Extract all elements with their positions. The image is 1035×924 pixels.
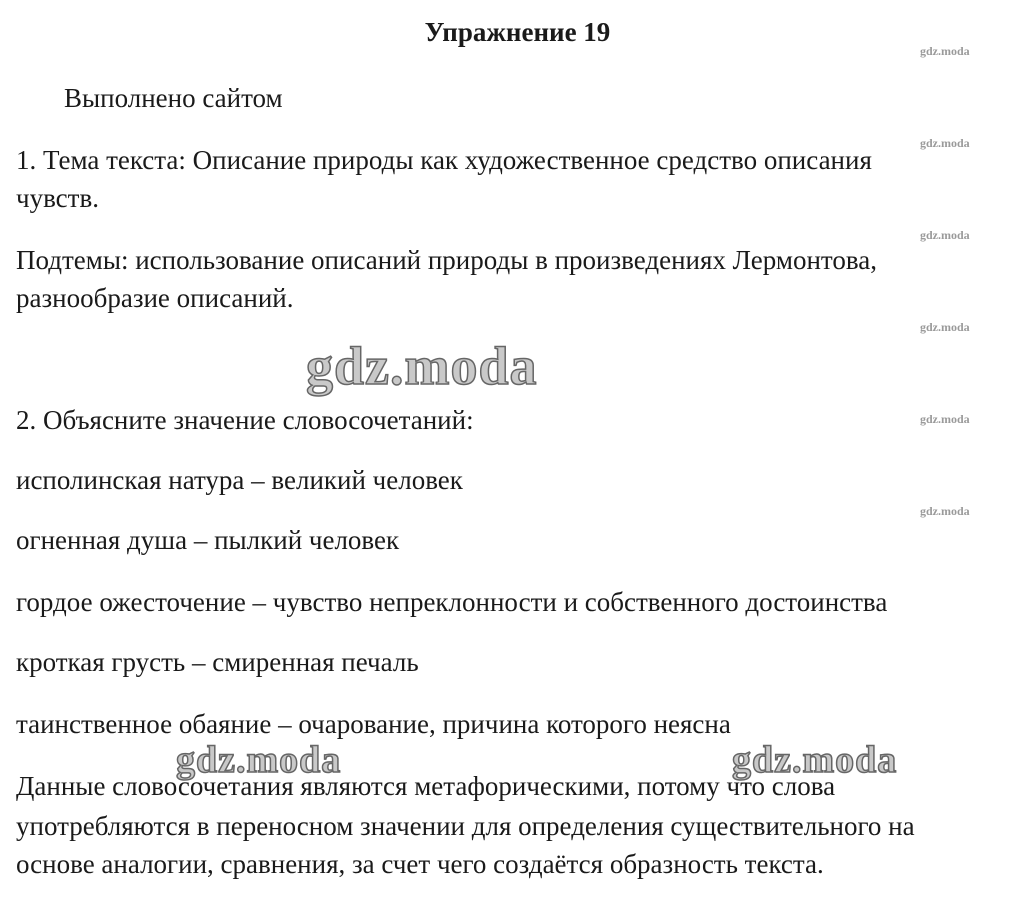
definition-item: кроткая грусть – смиренная печаль (16, 647, 419, 677)
conclusion-line-2: употребляются в переносном значении для определения существительного на (16, 811, 915, 841)
topic-line-1: 1. Тема текста: Описание природы как художественное средство описания (16, 145, 872, 175)
task-2-heading: 2. Объясните значение словосочетаний: (16, 405, 474, 435)
watermark-large: gdz.moda (732, 739, 898, 781)
watermark-large: gdz.moda (306, 336, 538, 396)
watermark-small: gdz.moda (920, 44, 970, 58)
watermark-small: gdz.moda (920, 136, 970, 150)
watermark-large: gdz.moda (176, 739, 342, 781)
definition-item: таинственное обаяние – очарование, причина которого неясна (16, 709, 731, 739)
watermark-small: gdz.moda (920, 228, 970, 242)
watermark-small: gdz.moda (920, 412, 970, 426)
subtopics-line-2: разнообразие описаний. (16, 283, 294, 313)
conclusion-line-1: Данные словосочетания являются метафорическими, потому что слова (16, 771, 836, 801)
watermark-small: gdz.moda (920, 504, 970, 518)
conclusion-line-3: основе аналогии, сравнения, за счет чего создаётся образность текста. (16, 849, 824, 879)
page-title: Упражнение 19 (424, 17, 611, 47)
topic-line-2: чувств. (16, 183, 99, 213)
definition-item: огненная душа – пылкий человек (16, 525, 400, 555)
definition-item: исполинская натура – великий человек (16, 465, 463, 495)
subtitle: Выполнено сайтом (64, 83, 283, 113)
subtopics-line-1: Подтемы: использование описаний природы в произведениях Лермонтова, (16, 245, 877, 275)
definition-item: гордое ожесточение – чувство непреклонности и собственного достоинства (16, 587, 888, 617)
watermark-small: gdz.moda (920, 320, 970, 334)
